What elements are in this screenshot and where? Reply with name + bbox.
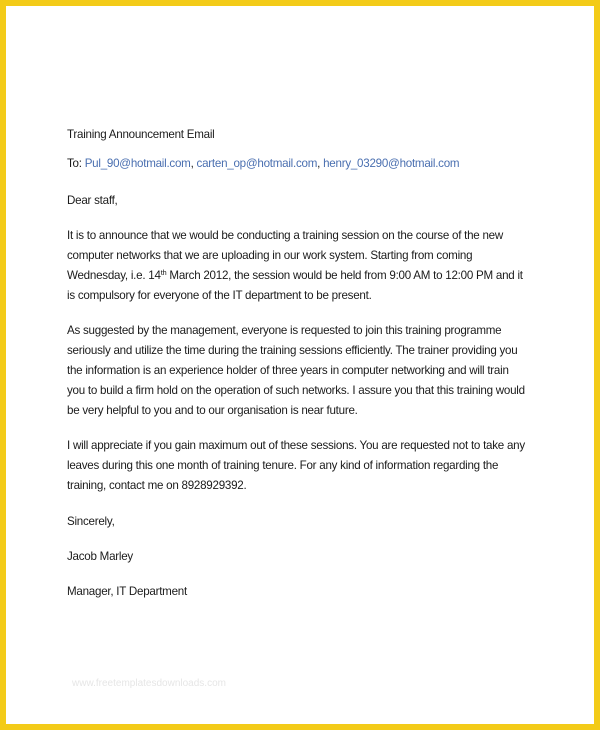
recipient-email-3[interactable]: henry_03290@hotmail.com [323,157,460,170]
paragraph-announcement [67,226,529,306]
recipient-email-2[interactable]: carten_op@hotmail.com [196,157,318,170]
email-title: Training Announcement Email [67,128,215,141]
recipient-separator: , [190,157,194,170]
paragraph-announcement-end: March 2012, the session would be held from 9:00 AM to 12:00 PM and it is compulsory for everyone of the IT department to be present. [67,269,523,302]
closing: Sincerely, [67,515,115,528]
paragraph-announcement-start: It is to announce that we would be conducting a training session on the course of the new computer networks that we are uploading in our work system. Starting from coming Wednesday, i.e. 14 [67,229,503,282]
signer-name: Jacob Marley [67,550,133,563]
recipient-email-1[interactable]: Pul_90@hotmail.com [84,157,191,170]
date-ordinal-suffix: th [160,268,167,277]
document-page [6,6,594,724]
paragraph-appreciation: I will appreciate if you gain maximum out of these sessions. You are requested not to take any leaves during this one month of training tenure. For any kind of information regarding the training, contact me on 8928929392. [67,439,525,492]
watermark: www.freetemplatesdownloads.com [72,678,226,689]
paragraph-management: As suggested by the management, everyone is requested to join this training programme seriously and utilize the time during the training sessions efficiently. The trainer providing you the information is an experience holder of three years in computer networking and will train you to build a firm hold on the operation of such networks. I assure you that this training would be very helpful to you and to our organisation is near future. [67,324,525,417]
recipients-line [67,154,529,174]
greeting: Dear staff, [67,194,118,207]
recipient-separator: , [317,157,321,170]
to-label: To: [67,157,82,170]
signer-title: Manager, IT Department [67,585,187,598]
email-body [67,125,529,617]
